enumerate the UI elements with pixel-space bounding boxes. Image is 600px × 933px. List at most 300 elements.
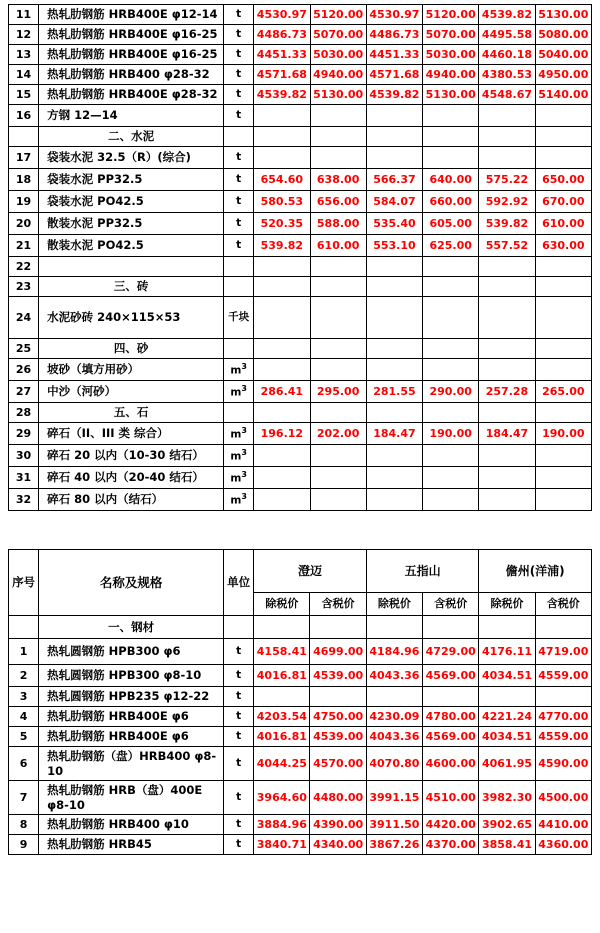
row-name: 热轧肋钢筋 HRB400E φ6 (39, 727, 224, 747)
table-row (9, 169, 592, 191)
row-unit: $m^3$ (224, 359, 254, 381)
row-price: 4559.00 (535, 727, 591, 747)
row-unit (224, 616, 254, 639)
row-unit: t (224, 45, 254, 65)
row-price: 190.00 (423, 423, 479, 445)
row-unit: 千块 (224, 297, 254, 339)
row-price: 190.00 (535, 423, 591, 445)
row-price: 5120.00 (310, 5, 366, 25)
row-price: 290.00 (423, 381, 479, 403)
table-row (9, 277, 592, 297)
row-price (423, 445, 479, 467)
row-price: 4750.00 (310, 707, 366, 727)
row-price: 4719.00 (535, 639, 591, 665)
row-price (535, 616, 591, 639)
row-price (535, 467, 591, 489)
row-price (366, 403, 422, 423)
row-price (254, 359, 310, 381)
row-price: 553.10 (366, 235, 422, 257)
row-price (310, 445, 366, 467)
row-price (310, 105, 366, 127)
row-price (366, 467, 422, 489)
row-price: 4158.41 (254, 639, 310, 665)
table-row (9, 105, 592, 127)
row-price: 5070.00 (310, 25, 366, 45)
row-no: 19 (9, 191, 39, 213)
row-no: 4 (9, 707, 39, 727)
row-unit: $m^3$ (224, 467, 254, 489)
row-no: 13 (9, 45, 39, 65)
table-row (9, 127, 592, 147)
row-price: 4486.73 (366, 25, 422, 45)
row-price: 4460.18 (479, 45, 535, 65)
row-name: 散装水泥 PO42.5 (39, 235, 224, 257)
row-unit: t (224, 85, 254, 105)
table-row (9, 45, 592, 65)
row-no: 6 (9, 747, 39, 781)
row-price: 4940.00 (423, 65, 479, 85)
row-price: 654.60 (254, 169, 310, 191)
row-price: 5080.00 (535, 25, 591, 45)
header-excl-tax-2: 除税价 (366, 593, 422, 616)
row-price: 4203.54 (254, 707, 310, 727)
row-price: 4548.67 (479, 85, 535, 105)
row-no (9, 616, 39, 639)
row-price: 4070.80 (366, 747, 422, 781)
row-no: 9 (9, 835, 39, 855)
row-price (479, 467, 535, 489)
row-price: 592.92 (479, 191, 535, 213)
row-name: 热轧肋钢筋 HRB400E φ16-25 (39, 25, 224, 45)
row-price (366, 687, 422, 707)
row-price (479, 257, 535, 277)
row-price: 660.00 (423, 191, 479, 213)
row-no: 3 (9, 687, 39, 707)
row-price (366, 147, 422, 169)
row-price: 3884.96 (254, 815, 310, 835)
row-price: 4729.00 (423, 639, 479, 665)
row-price (310, 403, 366, 423)
row-price: 4061.95 (479, 747, 535, 781)
row-no: 7 (9, 781, 39, 815)
row-price: 3902.65 (479, 815, 535, 835)
row-price: 656.00 (310, 191, 366, 213)
row-price: 3964.60 (254, 781, 310, 815)
row-price: 4559.00 (535, 665, 591, 687)
row-price: 4016.81 (254, 665, 310, 687)
row-no: 11 (9, 5, 39, 25)
price-list-page (0, 4, 600, 933)
row-price: 4780.00 (423, 707, 479, 727)
page-gap (8, 511, 592, 549)
row-unit (224, 127, 254, 147)
row-price: 4230.09 (366, 707, 422, 727)
row-price: 4950.00 (535, 65, 591, 85)
row-price: 4539.00 (310, 727, 366, 747)
row-no: 28 (9, 403, 39, 423)
table-row (9, 707, 592, 727)
row-name: 五、石 (39, 403, 224, 423)
row-name: 热轧肋钢筋 HRB400E φ28-32 (39, 85, 224, 105)
row-price (423, 297, 479, 339)
row-no: 31 (9, 467, 39, 489)
row-no: 18 (9, 169, 39, 191)
row-price (366, 127, 422, 147)
row-price (310, 297, 366, 339)
row-unit: t (224, 191, 254, 213)
row-price: 610.00 (310, 235, 366, 257)
row-price (366, 489, 422, 511)
row-price (366, 277, 422, 297)
row-price (254, 147, 310, 169)
row-price (535, 147, 591, 169)
row-price: 4410.00 (535, 815, 591, 835)
row-price (423, 359, 479, 381)
row-price: 4539.82 (366, 85, 422, 105)
row-price (254, 403, 310, 423)
row-name: 热轧肋钢筋（盘）HRB400 φ8-10 (39, 747, 224, 781)
row-price (254, 277, 310, 297)
row-price: 4600.00 (423, 747, 479, 781)
row-price: 4221.24 (479, 707, 535, 727)
row-price: 4530.97 (254, 5, 310, 25)
row-price (310, 616, 366, 639)
row-price (254, 489, 310, 511)
row-price (423, 467, 479, 489)
row-price (423, 687, 479, 707)
row-name: 方钢 12—14 (39, 105, 224, 127)
row-unit: t (224, 687, 254, 707)
row-price: 4034.51 (479, 727, 535, 747)
row-unit: t (224, 815, 254, 835)
row-price: 5120.00 (423, 5, 479, 25)
row-price (366, 359, 422, 381)
row-price (423, 277, 479, 297)
row-price (535, 257, 591, 277)
table-row (9, 5, 592, 25)
row-unit: t (224, 5, 254, 25)
table-row (9, 147, 592, 169)
table-row (9, 423, 592, 445)
row-price: 3858.41 (479, 835, 535, 855)
row-price: 557.52 (479, 235, 535, 257)
row-price: 610.00 (535, 213, 591, 235)
row-price: 539.82 (479, 213, 535, 235)
table-row (9, 213, 592, 235)
row-price (535, 489, 591, 511)
row-price: 5130.00 (310, 85, 366, 105)
row-price: 4500.00 (535, 781, 591, 815)
row-price: 4340.00 (310, 835, 366, 855)
row-price (310, 277, 366, 297)
row-price (479, 403, 535, 423)
row-name: 热轧肋钢筋 HRB400E φ12-14 (39, 5, 224, 25)
row-unit: t (224, 727, 254, 747)
header-city-danzhou: 儋州(洋浦) (479, 550, 592, 593)
table-row (9, 815, 592, 835)
row-name (39, 257, 224, 277)
row-name: 热轧圆钢筋 HPB235 φ12-22 (39, 687, 224, 707)
row-price (366, 616, 422, 639)
row-price: 625.00 (423, 235, 479, 257)
row-price (423, 339, 479, 359)
row-unit: t (224, 781, 254, 815)
row-price (535, 127, 591, 147)
row-price (366, 339, 422, 359)
row-price (479, 616, 535, 639)
row-name: 热轧圆钢筋 HPB300 φ8-10 (39, 665, 224, 687)
row-price: 588.00 (310, 213, 366, 235)
row-price (423, 147, 479, 169)
row-price (535, 403, 591, 423)
table-row (9, 85, 592, 105)
category-label: 一、钢材 (39, 616, 224, 639)
row-price (366, 297, 422, 339)
row-price: 630.00 (535, 235, 591, 257)
header-name: 名称及规格 (39, 550, 224, 616)
row-no: 20 (9, 213, 39, 235)
row-price: 4420.00 (423, 815, 479, 835)
row-price: 4176.11 (479, 639, 535, 665)
row-price (423, 489, 479, 511)
row-price: 5140.00 (535, 85, 591, 105)
row-price: 265.00 (535, 381, 591, 403)
row-price (423, 403, 479, 423)
row-name: 热轧肋钢筋 HRB400E φ6 (39, 707, 224, 727)
row-price (479, 445, 535, 467)
row-price: 3867.26 (366, 835, 422, 855)
row-price (423, 127, 479, 147)
table-row (9, 489, 592, 511)
row-price: 539.82 (254, 235, 310, 257)
row-price (366, 445, 422, 467)
row-name: 热轧肋钢筋 HRB400E φ16-25 (39, 45, 224, 65)
row-price: 4569.00 (423, 727, 479, 747)
table-row (9, 665, 592, 687)
row-price (535, 687, 591, 707)
row-price: 3911.50 (366, 815, 422, 835)
table-row (9, 467, 592, 489)
row-price: 4380.53 (479, 65, 535, 85)
row-price (479, 147, 535, 169)
row-price: 4043.36 (366, 727, 422, 747)
row-price: 4034.51 (479, 665, 535, 687)
row-price: 670.00 (535, 191, 591, 213)
header-city-wuzhishan: 五指山 (366, 550, 479, 593)
row-no: 30 (9, 445, 39, 467)
row-price: 4539.82 (254, 85, 310, 105)
row-price: 202.00 (310, 423, 366, 445)
row-unit: t (224, 65, 254, 85)
row-price: 4480.00 (310, 781, 366, 815)
row-price: 5040.00 (535, 45, 591, 65)
table-row (9, 297, 592, 339)
row-price (479, 687, 535, 707)
row-unit: t (224, 639, 254, 665)
row-price: 5070.00 (423, 25, 479, 45)
row-price: 5030.00 (423, 45, 479, 65)
row-no: 14 (9, 65, 39, 85)
row-name: 热轧圆钢筋 HPB300 φ6 (39, 639, 224, 665)
row-price: 4390.00 (310, 815, 366, 835)
row-name: 碎石（II、III 类 综合） (39, 423, 224, 445)
row-price (254, 257, 310, 277)
row-price: 3982.30 (479, 781, 535, 815)
row-name: 袋装水泥 32.5（R）(综合) (39, 147, 224, 169)
row-no: 1 (9, 639, 39, 665)
header-unit: 单位 (224, 550, 254, 616)
table-row (9, 747, 592, 781)
table-row (9, 25, 592, 45)
row-price (479, 339, 535, 359)
row-price (535, 297, 591, 339)
header-excl-tax-3: 除税价 (479, 593, 535, 616)
row-name: 袋装水泥 PP32.5 (39, 169, 224, 191)
row-no: 5 (9, 727, 39, 747)
row-price: 5130.00 (423, 85, 479, 105)
row-price (535, 277, 591, 297)
table-row (9, 191, 592, 213)
row-price (423, 257, 479, 277)
row-name: 热轧肋钢筋 HRB400 φ28-32 (39, 65, 224, 85)
row-price (535, 105, 591, 127)
row-price (310, 257, 366, 277)
table-row (9, 257, 592, 277)
row-price: 5130.00 (535, 5, 591, 25)
row-price (535, 445, 591, 467)
row-price (254, 616, 310, 639)
row-price: 4571.68 (366, 65, 422, 85)
header-incl-tax-1: 含税价 (310, 593, 366, 616)
row-price: 4044.25 (254, 747, 310, 781)
row-price: 3840.71 (254, 835, 310, 855)
row-price: 4486.73 (254, 25, 310, 45)
row-price (310, 339, 366, 359)
row-no: 29 (9, 423, 39, 445)
row-no: 8 (9, 815, 39, 835)
row-price: 4569.00 (423, 665, 479, 687)
row-price: 4370.00 (423, 835, 479, 855)
row-price (535, 339, 591, 359)
row-price (535, 359, 591, 381)
row-no: 25 (9, 339, 39, 359)
row-name: 热轧肋钢筋 HRB400 φ10 (39, 815, 224, 835)
row-unit: $m^3$ (224, 423, 254, 445)
row-price (479, 489, 535, 511)
row-price (310, 147, 366, 169)
row-price (423, 105, 479, 127)
row-no: 32 (9, 489, 39, 511)
table-row (9, 727, 592, 747)
row-price: 4043.36 (366, 665, 422, 687)
row-price (310, 359, 366, 381)
row-unit: t (224, 707, 254, 727)
row-unit (224, 403, 254, 423)
row-price (366, 105, 422, 127)
row-price: 4699.00 (310, 639, 366, 665)
row-name: 中沙（河砂） (39, 381, 224, 403)
row-unit: $m^3$ (224, 381, 254, 403)
row-unit: t (224, 235, 254, 257)
row-name: 四、砂 (39, 339, 224, 359)
row-unit: t (224, 147, 254, 169)
row-price: 640.00 (423, 169, 479, 191)
row-name: 热轧肋钢筋 HRB45 (39, 835, 224, 855)
table-row (9, 235, 592, 257)
table-header-row (9, 550, 592, 593)
row-price: 184.47 (366, 423, 422, 445)
row-price (479, 127, 535, 147)
row-price: 605.00 (423, 213, 479, 235)
row-price (254, 105, 310, 127)
header-incl-tax-3: 含税价 (535, 593, 591, 616)
row-unit: $m^3$ (224, 489, 254, 511)
row-price (423, 616, 479, 639)
row-no: 26 (9, 359, 39, 381)
row-name: 散装水泥 PP32.5 (39, 213, 224, 235)
row-unit (224, 277, 254, 297)
table-row (9, 381, 592, 403)
row-price: 281.55 (366, 381, 422, 403)
row-no: 15 (9, 85, 39, 105)
row-unit: $m^3$ (224, 445, 254, 467)
row-unit (224, 339, 254, 359)
row-price: 4940.00 (310, 65, 366, 85)
table-row (9, 639, 592, 665)
row-price: 566.37 (366, 169, 422, 191)
row-price: 4451.33 (366, 45, 422, 65)
row-price: 4530.97 (366, 5, 422, 25)
table-row (9, 687, 592, 707)
row-price (254, 687, 310, 707)
row-price: 584.07 (366, 191, 422, 213)
header-incl-tax-2: 含税价 (423, 593, 479, 616)
row-unit: t (224, 665, 254, 687)
row-price: 650.00 (535, 169, 591, 191)
table-row (9, 339, 592, 359)
row-name: 热轧肋钢筋 HRB（盘）400E φ8-10 (39, 781, 224, 815)
row-name: 水泥砂砖 240×115×53 (39, 297, 224, 339)
row-unit: t (224, 169, 254, 191)
row-name: 袋装水泥 PO42.5 (39, 191, 224, 213)
row-price: 5030.00 (310, 45, 366, 65)
row-unit: t (224, 105, 254, 127)
row-price (254, 445, 310, 467)
row-price: 3991.15 (366, 781, 422, 815)
row-price (366, 257, 422, 277)
row-price: 295.00 (310, 381, 366, 403)
row-name: 碎石 80 以内（结石） (39, 489, 224, 511)
row-price: 4360.00 (535, 835, 591, 855)
row-no: 17 (9, 147, 39, 169)
row-price (254, 297, 310, 339)
row-price: 286.41 (254, 381, 310, 403)
row-name: 二、水泥 (39, 127, 224, 147)
row-price: 520.35 (254, 213, 310, 235)
row-price (310, 489, 366, 511)
row-price (479, 277, 535, 297)
row-unit: t (224, 835, 254, 855)
materials-price-table-continued (8, 4, 592, 511)
row-no: 23 (9, 277, 39, 297)
row-price (310, 687, 366, 707)
row-price (479, 359, 535, 381)
row-price: 4510.00 (423, 781, 479, 815)
row-price (310, 467, 366, 489)
table-row (9, 403, 592, 423)
row-price: 580.53 (254, 191, 310, 213)
row-price (254, 467, 310, 489)
